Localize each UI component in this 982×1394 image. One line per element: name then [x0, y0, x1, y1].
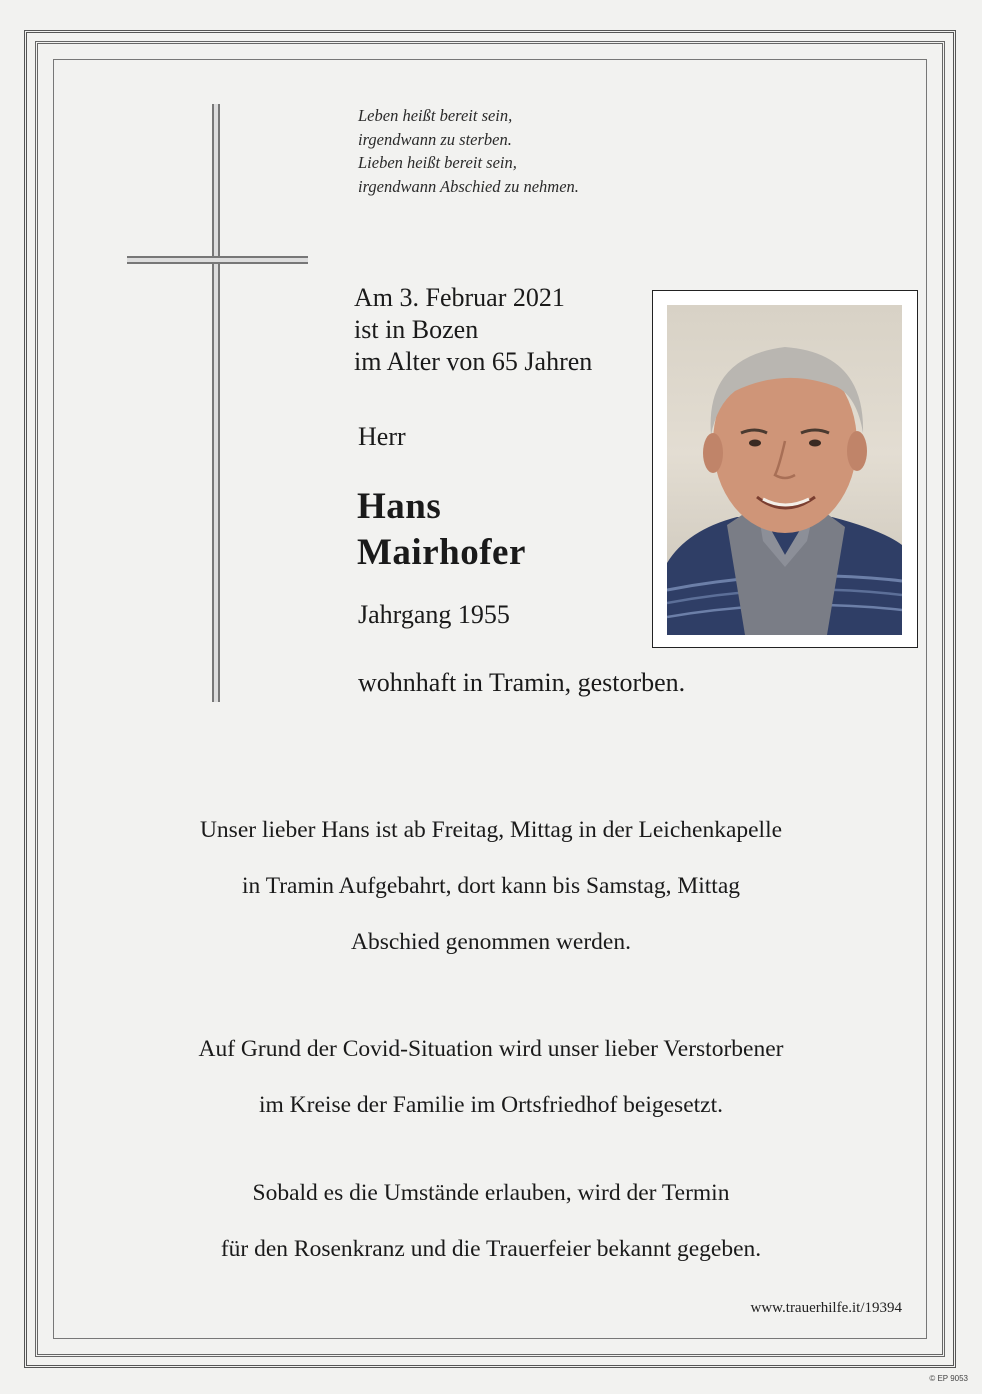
paragraph-line: im Kreise der Familie im Ortsfriedhof beigesetzt. — [259, 1092, 723, 1118]
poem-line: irgendwann Abschied zu nehmen. — [358, 176, 579, 196]
deceased-name — [357, 484, 526, 576]
portrait-frame — [652, 290, 918, 648]
page-border-inner — [35, 41, 945, 1357]
print-code: © EP 9053 — [929, 1374, 968, 1383]
intro-line-place: ist in Bozen — [354, 315, 479, 344]
poem-line: Lieben heißt bereit sein, — [358, 153, 517, 172]
first-name: Hans — [357, 486, 442, 527]
portrait-photo — [667, 305, 902, 635]
paragraph-line: für den Rosenkranz und die Trauerfeier bekannt gegeben. — [220, 1236, 762, 1262]
memorial-poem — [358, 104, 778, 198]
salutation: Herr — [358, 422, 406, 451]
paragraph-line: in Tramin Aufgebahrt, dort kann bis Samstag, Mittag — [241, 873, 741, 899]
cross-icon-horizontal-beam — [127, 256, 308, 264]
poem-line: Leben heißt bereit sein, — [358, 106, 513, 125]
paragraph-line: Unser lieber Hans ist ab Freitag, Mittag in der Leichenkapelle — [199, 817, 783, 843]
poem-line: irgendwann zu sterben. — [358, 129, 512, 149]
page-border-innermost — [53, 59, 927, 1339]
portrait-illustration — [667, 305, 902, 635]
ceremony-paragraph — [0, 1165, 982, 1277]
memorial-url[interactable]: www.trauerhilfe.it/19394 — [750, 1300, 902, 1316]
birth-year: Jahrgang 1955 — [358, 600, 510, 629]
paragraph-line: Auf Grund der Covid-Situation wird unser lieber Verstorbener — [198, 1036, 784, 1062]
last-name: Mairhofer — [357, 532, 526, 573]
cross-icon-vertical-beam — [212, 104, 220, 702]
paragraph-line: Sobald es die Umstände erlauben, wird der Termin — [252, 1180, 730, 1206]
paragraph-line: Abschied genommen werden. — [351, 929, 631, 955]
intro-line-age: im Alter von 65 Jahren — [354, 347, 593, 376]
residence-line: wohnhaft in Tramin, gestorben. — [358, 668, 686, 697]
intro-line-date: Am 3. Februar 2021 — [354, 283, 565, 312]
viewing-paragraph — [0, 802, 982, 970]
burial-paragraph — [0, 1021, 982, 1133]
death-notice-intro — [354, 282, 592, 378]
